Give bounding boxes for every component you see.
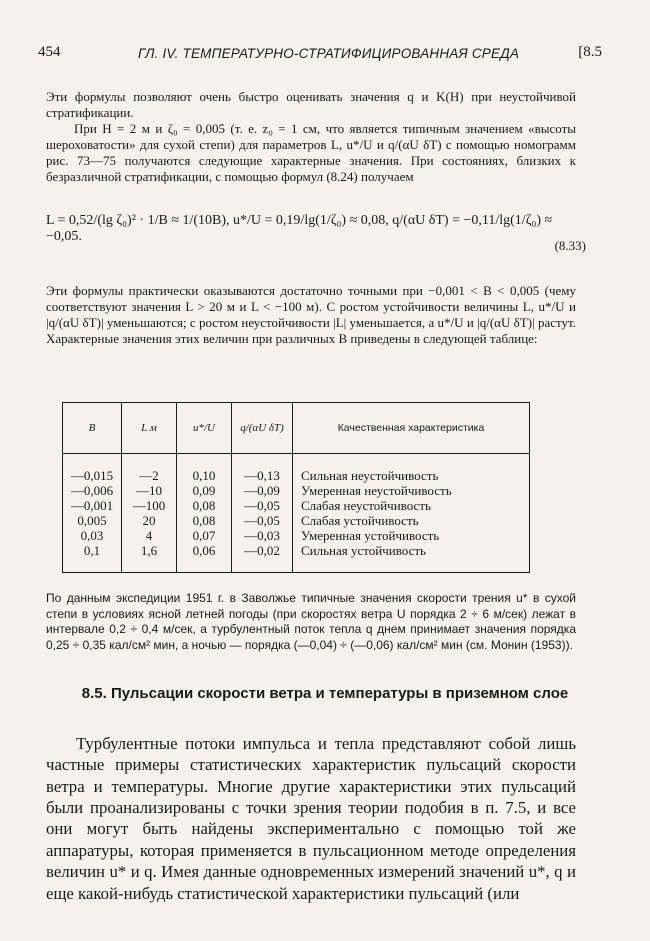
cell-u: 0,08: [177, 513, 232, 528]
body-paragraph: [46, 733, 576, 904]
running-header: [38, 40, 602, 64]
formula-number: (8.33): [554, 238, 586, 253]
header-u: u*/U: [177, 403, 232, 454]
header-q: q/(αU δT): [232, 403, 293, 454]
cell-u: 0,09: [177, 483, 232, 498]
cell-b: 0,03: [63, 528, 122, 543]
cell-b: —0,006: [63, 483, 122, 498]
cell-q: —0,02: [232, 543, 293, 573]
table-row: [63, 483, 530, 498]
cell-b: 0,1: [63, 543, 122, 573]
cell-l: 4: [122, 528, 177, 543]
chapter-title: ГЛ. IV. ТЕМПЕРАТУРНО-СТРАТИФИЦИРОВАННАЯ СРЕДА: [138, 46, 520, 61]
table-row: [63, 513, 530, 528]
section-title: 8.5. Пульсации скорости ветра и температуры в приземном слое: [81, 685, 569, 703]
cell-desc: Слабая устойчивость: [293, 513, 530, 528]
header-l: L м: [122, 403, 177, 454]
table-row: [63, 454, 530, 484]
header-b: B: [63, 403, 122, 454]
body-paragraph-text: Турбулентные потоки импульса и тепла представляют собой лишь частные примеры статистических характеристик пульсаций скорости ветра и температуры. Многие другие характеристики этих пульсаций были проанализированы с точки зрения теории подобия в п. 7.5, и все они могут быть найдены экспериментально с помощью той же аппаратуры, которая применяется в пульсационном методе определения величин u* и q. Имея данные одновременных измерений значений u*, q и еще какой-нибудь статистической характеристики пульсаций (или: [46, 733, 576, 903]
cell-desc: Сильная устойчивость: [293, 543, 530, 573]
cell-b: 0,005: [63, 513, 122, 528]
cell-b: —0,001: [63, 498, 122, 513]
table-row: [63, 543, 530, 573]
intro-paragraph: Эти формулы позволяют очень быстро оценивать значения q и K(H) при неустойчивой стратификации.: [46, 89, 576, 120]
formula-8-33: [46, 200, 586, 260]
table-row: [63, 528, 530, 543]
cell-l: 20: [122, 513, 177, 528]
cell-q: —0,05: [232, 498, 293, 513]
second-paragraph: [46, 121, 576, 185]
cell-u: 0,07: [177, 528, 232, 543]
third-paragraph: Эти формулы практически оказываются достаточно точными при −0,001 < B < 0,005 (чему соответствуют значения L > 20 м и L < −100 м). С ростом устойчивости величины L, u*/U и |q/(αU δT)| уменьшаются; с ростом неустойчивости |L| уменьшается, а u*/U и |q/(αU δT)| растут. Характерные значения этих величин при различных B приведены в следующей таблице:: [46, 283, 576, 346]
cell-desc: Умеренная устойчивость: [293, 528, 530, 543]
characteristics-table: [62, 402, 530, 573]
cell-l: —10: [122, 483, 177, 498]
cell-q: —0,03: [232, 528, 293, 543]
section-reference: [8.5: [578, 44, 602, 60]
formula-expression: L = 0,52/(lg ζ₀)² · 1/B ≈ 1/(10B), u*/U = 0,19/lg(1/ζ₀) ≈ 0,08, q/(αU δT) = −0,11/lg(1/ζ₀) ≈ −0,05.: [46, 213, 553, 244]
second-paragraph-text: При H = 2 м и ζ₀ = 0,005 (т. е. z₀ = 1 см, что является типичным значением «высоты шероховатости» для сухой степи) для параметров L, u*/U и q/(αU δT) с помощью номограмм рис. 73—75 получаются следующие характерные значения. При состояниях, близких к безразличной стратификации, с помощью формул (8.24) получаем: [46, 121, 576, 184]
table-header-row: [63, 403, 530, 454]
page-number: 454: [38, 44, 61, 60]
cell-desc: Слабая неустойчивость: [293, 498, 530, 513]
cell-desc: Сильная неустойчивость: [293, 454, 530, 484]
header-description: Качественная характеристика: [293, 403, 530, 454]
cell-desc: Умеренная неустойчивость: [293, 483, 530, 498]
expedition-note: По данным экспедиции 1951 г. в Заволжье типичные значения скорости трения u* в сухой степи в условиях ясной летней погоды (при скоростях ветра U порядка 2 ÷ 6 м/сек) лежат в интервале 0,2 ÷ 0,4 м/сек, а турбулентный поток тепла q днем принимает значения порядка 0,25 ÷ 0,35 кал/см² мин, а ночью — порядка (—0,04) ÷ (—0,06) кал/см² мин (см. Монин (1953)).: [46, 591, 576, 652]
cell-q: —0,05: [232, 513, 293, 528]
cell-u: 0,06: [177, 543, 232, 573]
cell-u: 0,10: [177, 454, 232, 484]
cell-l: —2: [122, 454, 177, 484]
cell-b: —0,015: [63, 454, 122, 484]
cell-q: —0,13: [232, 454, 293, 484]
cell-l: —100: [122, 498, 177, 513]
table-row: [63, 498, 530, 513]
cell-q: —0,09: [232, 483, 293, 498]
cell-l: 1,6: [122, 543, 177, 573]
cell-u: 0,08: [177, 498, 232, 513]
